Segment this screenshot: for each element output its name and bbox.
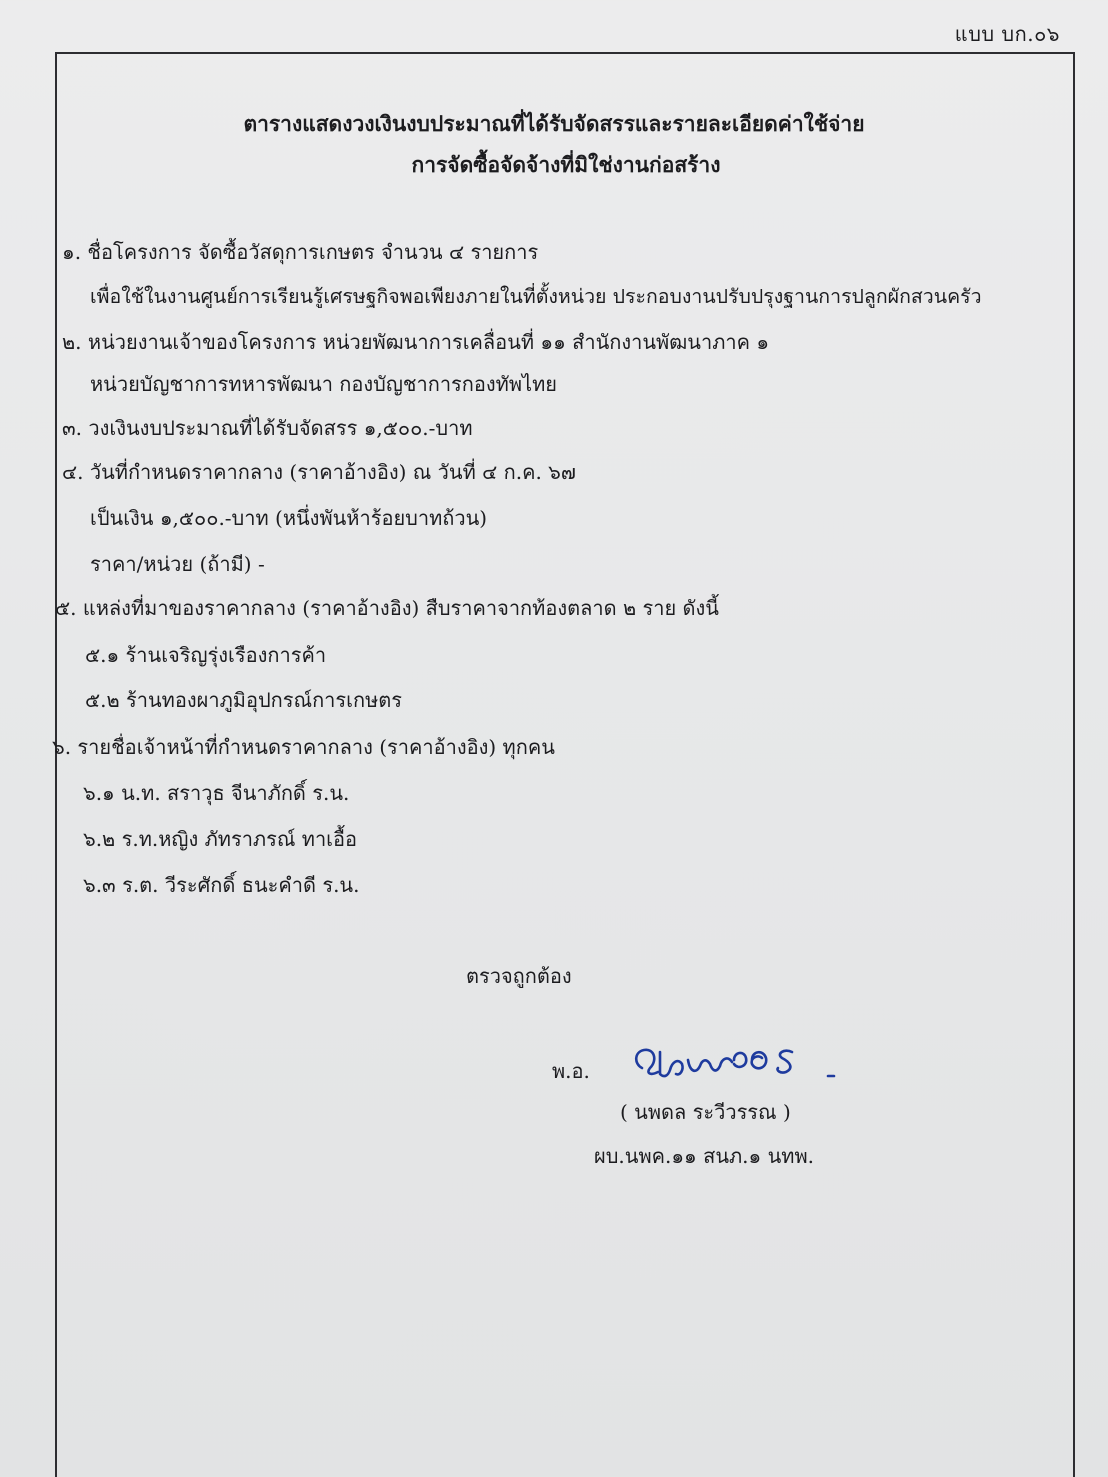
form-code: แบบ บก.๐๖ xyxy=(954,22,1060,46)
item-5-2-shop: ๕.๒ ร้านทองผาภูมิอุปกรณ์การเกษตร xyxy=(85,688,403,712)
signer-position: ผบ.นพค.๑๑ สนภ.๑ นทพ. xyxy=(594,1144,814,1168)
item-5-price-source: ๕. แหล่งที่มาของราคากลาง (ราคาอ้างอิง) สืบราคาจากท้องตลาด ๒ ราย ดังนี้ xyxy=(55,596,719,620)
verified-label: ตรวจถูกต้อง xyxy=(466,964,572,988)
item-6-3-officer: ๖.๓ ร.ต. วีระศักดิ์ ธนะคำดี ร.น. xyxy=(83,873,360,897)
signer-name: ( นพดล ระวีวรรณ ) xyxy=(620,1100,791,1124)
item-4-reference-date: ๔. วันที่กำหนดราคากลาง (ราคาอ้างอิง) ณ วันที่ ๔ ก.ค. ๖๗ xyxy=(62,460,576,484)
item-3-budget: ๓. วงเงินงบประมาณที่ได้รับจัดสรร ๑,๕๐๐.-บาท xyxy=(62,416,473,440)
item-2-owner-command: หน่วยบัญชาการทหารพัฒนา กองบัญชาการกองทัพไทย xyxy=(90,372,558,396)
item-4-amount: เป็นเงิน ๑,๕๐๐.-บาท (หนึ่งพันห้าร้อยบาทถ้วน) xyxy=(90,506,488,530)
item-4-unit-price: ราคา/หน่วย (ถ้ามี) - xyxy=(90,552,265,576)
handwritten-signature xyxy=(630,1038,845,1088)
item-1-project-name: ๑. ชื่อโครงการ จัดซื้อวัสดุการเกษตร จำนวน ๔ รายการ xyxy=(62,240,539,264)
item-6-2-officer: ๖.๒ ร.ท.หญิง ภัทราภรณ์ ทาเอื้อ xyxy=(83,827,358,851)
item-2-owner-unit: ๒. หน่วยงานเจ้าของโครงการ หน่วยพัฒนาการเคลื่อนที่ ๑๑ สำนักงานพัฒนาภาค ๑ xyxy=(62,330,770,354)
item-6-1-officer: ๖.๑ น.ท. สราวุธ จีนาภักดิ์ ร.น. xyxy=(83,781,350,805)
document-title-line-1: ตารางแสดงวงเงินงบประมาณที่ได้รับจัดสรรและรายละเอียดค่าใช้จ่าย xyxy=(243,111,865,136)
signer-rank: พ.อ. xyxy=(552,1059,590,1083)
document-title-line-2: การจัดซื้อจัดจ้างที่มิใช่งานก่อสร้าง xyxy=(411,152,721,177)
item-6-officers: ๖. รายชื่อเจ้าหน้าที่กำหนดราคากลาง (ราคาอ้างอิง) ทุกคน xyxy=(52,735,555,759)
item-5-1-shop: ๕.๑ ร้านเจริญรุ่งเรืองการค้า xyxy=(85,643,327,667)
item-1-project-purpose: เพื่อใช้ในงานศูนย์การเรียนรู้เศรษฐกิจพอเพียงภายในที่ตั้งหน่วย ประกอบงานปรับปรุงฐานการปลูกผักสวนครัว xyxy=(90,285,982,308)
